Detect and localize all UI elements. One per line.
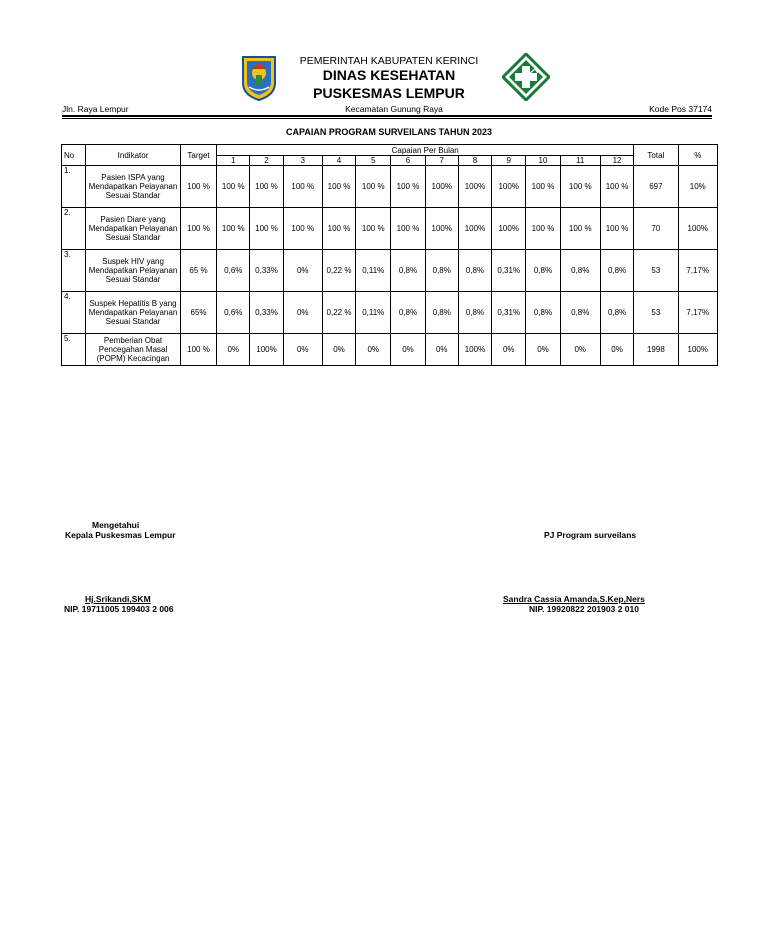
header-month: 10	[526, 156, 560, 166]
signature-left-role: Kepala Puskesmas Lempur	[65, 530, 176, 540]
cell-month-value: 0,8%	[425, 292, 458, 334]
cell-month-value: 0,11%	[356, 250, 391, 292]
cell-month-value: 100%	[492, 166, 526, 208]
cell-month-value: 100 %	[283, 208, 322, 250]
cell-month-value: 0,31%	[492, 250, 526, 292]
cell-month-value: 0%	[492, 334, 526, 366]
cell-month-value: 0,8%	[560, 292, 600, 334]
cell-target: 100 %	[180, 208, 216, 250]
cell-indikator: Suspek Hepatitis B yang Mendapatkan Pelayanan Sesuai Standar	[86, 292, 181, 334]
cell-month-value: 100 %	[217, 208, 250, 250]
puskesmas-cross-logo-icon	[502, 53, 550, 101]
header-target: Target	[180, 145, 216, 166]
cell-no: 4.	[62, 292, 86, 334]
cell-month-value: 0,8%	[458, 250, 491, 292]
cell-percent: 7,17%	[678, 250, 717, 292]
cell-month-value: 100%	[492, 208, 526, 250]
signature-left-caption: Mengetahui	[92, 520, 140, 530]
table-row	[62, 208, 718, 250]
cell-percent: 7,17%	[678, 292, 717, 334]
cell-month-value: 0,8%	[560, 250, 600, 292]
cell-percent: 100%	[678, 334, 717, 366]
cell-month-value: 0,8%	[458, 292, 491, 334]
cell-month-value: 0%	[283, 334, 322, 366]
cell-total: 53	[634, 250, 678, 292]
cell-no: 3.	[62, 250, 86, 292]
header-month: 7	[425, 156, 458, 166]
cell-month-value: 0%	[600, 334, 633, 366]
cell-month-value: 100 %	[322, 208, 355, 250]
cell-month-value: 0,8%	[526, 292, 560, 334]
cell-month-value: 100 %	[250, 208, 283, 250]
cell-total: 53	[634, 292, 678, 334]
signature-left-nip: NIP. 19711005 199403 2 006	[64, 604, 174, 614]
cell-month-value: 0,8%	[391, 292, 425, 334]
cell-month-value: 0%	[283, 250, 322, 292]
cell-month-value: 100 %	[526, 166, 560, 208]
cell-no: 2.	[62, 208, 86, 250]
table-row	[62, 166, 718, 208]
cell-month-value: 0,8%	[391, 250, 425, 292]
cell-month-value: 100 %	[560, 166, 600, 208]
cell-month-value: 100 %	[356, 208, 391, 250]
cell-month-value: 0,22 %	[322, 292, 355, 334]
address-street: Jln. Raya Lempur	[62, 104, 129, 114]
header-indikator: Indikator	[86, 145, 181, 166]
letterhead	[0, 0, 768, 120]
cell-month-value: 0%	[356, 334, 391, 366]
cell-indikator: Pemberian Obat Pencegahan Masal (POPM) Kecacingan	[86, 334, 181, 366]
cell-month-value: 0,33%	[250, 292, 283, 334]
cell-month-value: 0,8%	[425, 250, 458, 292]
cell-target: 65 %	[180, 250, 216, 292]
cell-month-value: 100%	[250, 334, 283, 366]
signature-left-name: Hj.Srikandi,SKM	[85, 594, 151, 604]
header-month: 2	[250, 156, 283, 166]
cell-month-value: 0%	[526, 334, 560, 366]
header-month: 12	[600, 156, 633, 166]
cell-month-value: 0%	[283, 292, 322, 334]
cell-indikator: Suspek HIV yang Mendapatkan Pelayanan Sesuai Standar	[86, 250, 181, 292]
header-month: 1	[217, 156, 250, 166]
cell-month-value: 0,22 %	[322, 250, 355, 292]
header-rule-thin	[62, 118, 712, 119]
header-no: No	[62, 145, 86, 166]
cell-month-value: 0,6%	[217, 292, 250, 334]
cell-percent: 100%	[678, 208, 717, 250]
cell-month-value: 0,11%	[356, 292, 391, 334]
cell-month-value: 0%	[425, 334, 458, 366]
header-rule-thick	[62, 115, 712, 117]
cell-month-value: 0,8%	[600, 250, 633, 292]
cell-indikator: Pasien Diare yang Mendapatkan Pelayanan Sesuai Standar	[86, 208, 181, 250]
cell-month-value: 0%	[560, 334, 600, 366]
cell-month-value: 0,8%	[600, 292, 633, 334]
cell-month-value: 0%	[217, 334, 250, 366]
cell-indikator: Pasien ISPA yang Mendapatkan Pelayanan Sesuai Standar	[86, 166, 181, 208]
cell-no: 1.	[62, 166, 86, 208]
cell-month-value: 0%	[322, 334, 355, 366]
cell-month-value: 100%	[425, 208, 458, 250]
header-month: 8	[458, 156, 491, 166]
header-capaian: Capaian Per Bulan	[217, 145, 634, 156]
cell-target: 100 %	[180, 334, 216, 366]
cell-month-value: 0,8%	[526, 250, 560, 292]
header-percent: %	[678, 145, 717, 166]
signature-right-name: Sandra Cassia Amanda,S.Kep,Ners	[503, 594, 645, 604]
signature-right-nip: NIP. 19920822 201903 2 010	[529, 604, 639, 614]
document-title: CAPAIAN PROGRAM SURVEILANS TAHUN 2023	[285, 127, 493, 137]
header-total: Total	[634, 145, 678, 166]
address-postcode: Kode Pos 37174	[649, 104, 712, 114]
table-row	[62, 334, 718, 366]
cell-month-value: 100%	[458, 334, 491, 366]
cell-total: 70	[634, 208, 678, 250]
surveillance-table	[61, 144, 718, 366]
agency-name: DINAS KESEHATAN	[322, 67, 456, 83]
cell-month-value: 100 %	[600, 208, 633, 250]
cell-month-value: 100%	[425, 166, 458, 208]
cell-month-value: 100 %	[391, 208, 425, 250]
cell-no: 5.	[62, 334, 86, 366]
signature-right-role: PJ Program surveilans	[544, 530, 637, 540]
cell-target: 65%	[180, 292, 216, 334]
cell-month-value: 0,33%	[250, 250, 283, 292]
header-month: 9	[492, 156, 526, 166]
cell-month-value: 100%	[458, 208, 491, 250]
cell-month-value: 0,6%	[217, 250, 250, 292]
cell-month-value: 100 %	[391, 166, 425, 208]
government-name: PEMERINTAH KABUPATEN KERINCI	[299, 55, 479, 67]
cell-month-value: 100%	[458, 166, 491, 208]
header-month: 11	[560, 156, 600, 166]
table-row	[62, 250, 718, 292]
header-month: 5	[356, 156, 391, 166]
cell-month-value: 100 %	[356, 166, 391, 208]
table-row	[62, 292, 718, 334]
cell-total: 1998	[634, 334, 678, 366]
cell-month-value: 100 %	[322, 166, 355, 208]
header-month: 4	[322, 156, 355, 166]
cell-total: 697	[634, 166, 678, 208]
header-month: 3	[283, 156, 322, 166]
cell-month-value: 0,31%	[492, 292, 526, 334]
header-month: 6	[391, 156, 425, 166]
cell-target: 100 %	[180, 166, 216, 208]
cell-month-value: 100 %	[250, 166, 283, 208]
cell-month-value: 100 %	[526, 208, 560, 250]
cell-month-value: 100 %	[217, 166, 250, 208]
cell-month-value: 100 %	[600, 166, 633, 208]
cell-percent: 10%	[678, 166, 717, 208]
cell-month-value: 100 %	[560, 208, 600, 250]
institution-name: PUSKESMAS LEMPUR	[313, 85, 465, 101]
cell-month-value: 100 %	[283, 166, 322, 208]
address-district: Kecamatan Gunung Raya	[345, 104, 443, 114]
cell-month-value: 0%	[391, 334, 425, 366]
